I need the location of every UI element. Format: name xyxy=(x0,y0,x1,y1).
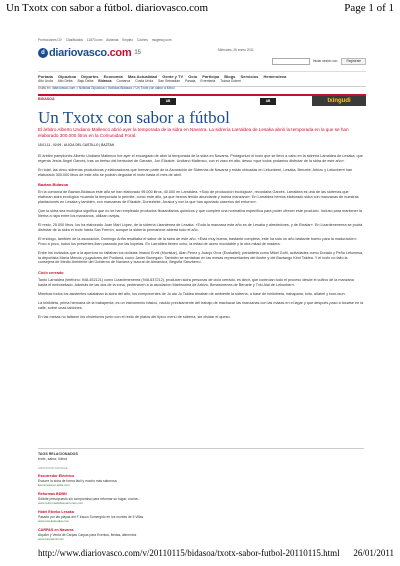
nav-item[interactable]: Servicios xyxy=(240,74,259,79)
ad-desc: Solicite presupuesto sin compromiso para reformar su hogar, cocina... xyxy=(38,497,141,501)
article-title: Un Txotx con sabor a fútbol xyxy=(38,108,230,127)
ad-title[interactable]: Escurredor Eléctrico xyxy=(38,474,75,479)
article-paragraph: El árbitro pamplonés Alberto Undiano Mallenco fue ayer el encargado de abrir la temporada de la sidra en Navarra. Protagonizó el txotx que se llevó a cabo en la sidrería Larraldea de Lesaka, que regenta Jesús Ángel Garcés, tras un bertso del bertsolari de Garzain, Jon Elizalde. Undiano Mallenco, con el vaso en alto, dessó «que todos podamos disfrutar de la sidra de este año». xyxy=(38,154,363,163)
tags-list[interactable]: txotx, sabor, fútbol xyxy=(38,456,68,461)
subnav-item-active[interactable]: Bidasoa xyxy=(98,79,112,83)
article-paragraph: Tanto Larraldea (teléfono: 948-452121) como Lizardenenerea (948-637212), producen sidra personas de ciclo cerrado, es decir, que controlan todo el proceso desde el cultivo de la manzana hasta el embotellado. Además de las dos de la zona, pertenecen a la asociación Martinonea de Arbizu, Beharonenea de Beruete y Txki Alai de Lekunberri. xyxy=(38,277,354,287)
top-link[interactable]: Coches xyxy=(136,38,148,42)
print-date: 26/01/2011 xyxy=(353,548,394,558)
subnav-item[interactable]: Pasaia xyxy=(185,79,196,83)
related-tags xyxy=(38,448,364,462)
header-date: Miércoles, 26 enero 2011 xyxy=(218,48,254,52)
anniversary-badge: 15 xyxy=(134,50,142,56)
google-ads xyxy=(38,466,208,546)
article-body xyxy=(38,154,364,324)
article-paragraph: En total, las cinco sidrerías productoras y elaboradoras que forman parte de la Asociación de Sidrerías de Navarra y están ubicadas en Lekunberri, Lesaka, Beruete, Arbizu y Lekunberri han elaborado 300.000 litros de este año se podrán degustar el txotx hasta el mes de abril. xyxy=(38,167,353,177)
ad-slot[interactable]: AB xyxy=(160,98,176,105)
subnav-item[interactable]: Tolosa Goierri xyxy=(220,79,242,83)
logo-dv-icon: d xyxy=(38,48,48,58)
section-name: BIDASOA xyxy=(38,97,55,101)
article-lead: El árbitro Alberto Undiano Mallenco abrió ayer la temporada de la sidra en Navarra. La sidrería Larraldea de Lesaka abrió la temporada en la que se han elaborado 300.000 litros en la Comunidad Foral. xyxy=(38,127,349,138)
ad-item[interactable] xyxy=(38,492,208,505)
nav-item[interactable]: Economía xyxy=(103,74,123,79)
logo-text: diariovasco.com xyxy=(49,46,132,59)
article-paragraph: Entre los invitados que a la apertura no faltaban los ciclistas Imanol Erviti (Movistar), Alan Perez y Juanjo Oroz (Euskaltel); pentatleta como Mikel Goñi, actividades como Dorado y Peña Lekunesa, la deportista María Menda y jugadores del Portland, como Javier Bonegaín. También se sentaban en las mesas representantes del ilustre y del Baztango Kirol Taldea. Y el txotx no faltó la consejera de Medio Ambiente del Gobierno de Navarra y Iszurai de Almandoz, Begoña Sanzberro. xyxy=(38,250,364,265)
ad-item[interactable] xyxy=(38,474,208,487)
nav-item[interactable]: Blogs xyxy=(224,74,236,79)
subnav-item[interactable]: Alto Deba xyxy=(57,79,73,83)
top-link[interactable]: mugehoy.com xyxy=(151,38,172,42)
nav-item[interactable]: Ocio xyxy=(188,74,198,79)
article-byline: 15.01.11 - 02:09 - ALICIA DEL CASTILLO | BAZTAN xyxy=(38,143,114,147)
print-url: http://www.diariovasco.com/v/20110115/bidasoa/txotx-sabor-futbol-20110115.html xyxy=(38,548,340,558)
nav-item[interactable]: Participa xyxy=(202,74,220,79)
ad-slot[interactable]: AB xyxy=(260,98,276,105)
subnav-item[interactable]: Bajo Deba xyxy=(77,79,94,83)
nav-item[interactable]: Gipuzkoa xyxy=(58,74,77,79)
nav-item[interactable]: Deportes xyxy=(81,74,99,79)
article-paragraph: La txirikiteta, prima hermana de la trabapenta, es un instrumento básico, nacido precisamente del trabajo de machacar las manzanas con las mazas en el lagar y que después pasó a tocarse en la calle, sobre unas tablones. xyxy=(38,300,364,310)
login-link[interactable]: Iniciar sesión con xyxy=(312,59,338,64)
ad-url[interactable]: Escurredores-sidra.com xyxy=(38,483,70,488)
section-bar xyxy=(38,94,366,108)
ad-url[interactable]: www.reformasbidasoairrunes.com xyxy=(38,501,84,506)
google-ads-header: ANUNCIOS GOOGLE xyxy=(38,466,68,470)
subnav-item[interactable]: San Sebastián xyxy=(158,79,181,83)
top-link[interactable]: Clasificados xyxy=(65,38,83,42)
article-paragraph: En las mesas no faltaron los chuletones junto con el resto de platos del típico menú de sidrería, sin olvidar el queso. xyxy=(38,314,231,319)
subnav-item[interactable]: Comarca xyxy=(116,79,131,83)
article-paragraph: En la comarca de Baztan-Bidasoa este año se han elaborado 95.000 litros, 40.000 en Larraldea. «Sólo de producción ecológica», recordaba Garcés. Larraldea es una de las sidrerías que elaboran sidra ecológica «cuando la temporada lo permite, como este año, ya que hemos tenido abundante y buena manzana». En Larraldea hemos elaborado sidra con manzanas de nuestras plantaciones en Lesaka y también, con manzanas de Elizalde, Donezteke, Arraioz y con la que han aportado caseríos del entorno». xyxy=(38,190,359,204)
nav-item[interactable]: Portada xyxy=(38,74,53,79)
article-page xyxy=(38,38,366,550)
ad-url[interactable]: www.carpas10.com xyxy=(38,537,65,542)
subnav-item[interactable]: Alto Urola xyxy=(38,79,53,83)
subnav-item[interactable]: Costa Urola xyxy=(135,79,154,83)
ad-title[interactable]: Reformas BDBN xyxy=(38,492,67,497)
breadcrumb-trail[interactable]: diariovasco.com > Noticias Gipuzkoa > Noticias Bidasoa > Un Txotx con sabor a fútbol xyxy=(52,86,175,90)
article-paragraph: El resto, 25.000 litros, los ha elaborado Juan Mari López, de la sidrería Lizardenea de Lesaka. «Toda la manzana este año es de Lesaka y alrededores, y de Etxalar». En Lizardenenerea se podrá disfrutar de la sidra el txotx hasta San Fermín, aunque la sidrería permanece abierta todo el año. xyxy=(38,222,363,232)
top-link[interactable]: Alvianda xyxy=(106,38,119,42)
breadcrumb-prefix: Estás en: xyxy=(38,86,52,90)
search-input[interactable] xyxy=(272,58,310,65)
ad-desc: Escurre la sidra de forma fácil y mucho más saborosa xyxy=(38,479,117,484)
top-link[interactable]: 11870.com xyxy=(86,38,103,42)
txingudi-banner[interactable]: txingudi xyxy=(312,96,366,106)
ad-item[interactable] xyxy=(38,528,208,541)
print-page-number: Page 1 of 1 xyxy=(344,2,394,14)
nav-item[interactable]: Gente y TV xyxy=(162,74,184,79)
top-links xyxy=(38,38,174,42)
article-subheading: Baztan-Bidasoa xyxy=(38,181,69,187)
ad-url[interactable]: www.etxekolesaka.com xyxy=(38,519,70,524)
article-subheading: Ciclo cerrado xyxy=(38,269,64,275)
login-row xyxy=(272,58,366,65)
ad-title[interactable]: CARPAS en Navarra xyxy=(38,527,74,532)
print-page-title: Un Txotx con sabor a fútbol. diariovasco.com xyxy=(6,2,209,14)
ad-title[interactable]: Hotel Etxeko Lesaka xyxy=(38,509,74,514)
article-paragraph: El enólogo, también de la asociación, Domingo Ariña resaltaba el sabor de la sidra de este año. «Está muy buena, bastante completa, este ha sido un año bastante bueno para la maduración». Poco a poco, todos los presentes iban pasando por las kupelas. En Larraldea tienen ocho, la mitad de acero inoxidable y la otra mitad de madera. xyxy=(38,236,358,246)
breadcrumb xyxy=(38,86,174,90)
ad-desc: Alquiler y Venta de Carpas Carpas para Eventos, fiestas, alimentos xyxy=(38,532,137,537)
subnav-item[interactable]: Errenteria xyxy=(200,79,216,83)
article-paragraph: Que la sidra sea ecológica significa que no se han empleado productos fitosanitarios químicos y que cumplen una normativa específica para poder ofrecer este producto. Incluso para mantener la hierba a raya entre los manzanos, utilizan ovejas. xyxy=(38,208,362,218)
top-link[interactable]: Empleo xyxy=(122,38,134,42)
site-logo[interactable] xyxy=(38,46,141,60)
nav-item[interactable]: Hemeroteca xyxy=(263,74,287,79)
tags-label: TAGS RELACIONADOS xyxy=(38,452,78,456)
ad-desc: Pasado por las playas del F Irauco Sumergido en los montes de 5 Villas xyxy=(38,514,144,519)
top-link[interactable]: Promociones DV xyxy=(38,38,62,42)
register-button[interactable]: Registrate xyxy=(341,58,366,64)
article-paragraph: Mientras todos los asistentes catalaban la sidra del año, los componentes de Jo ala Jo Taldea tenaban de ambiente la sidrería, a base de txirikitxeta, Irabapana, txitu, añabel y txun-txun. xyxy=(38,291,346,296)
ad-item[interactable] xyxy=(38,510,208,523)
nav-item[interactable]: Más Actualidad xyxy=(127,74,158,79)
